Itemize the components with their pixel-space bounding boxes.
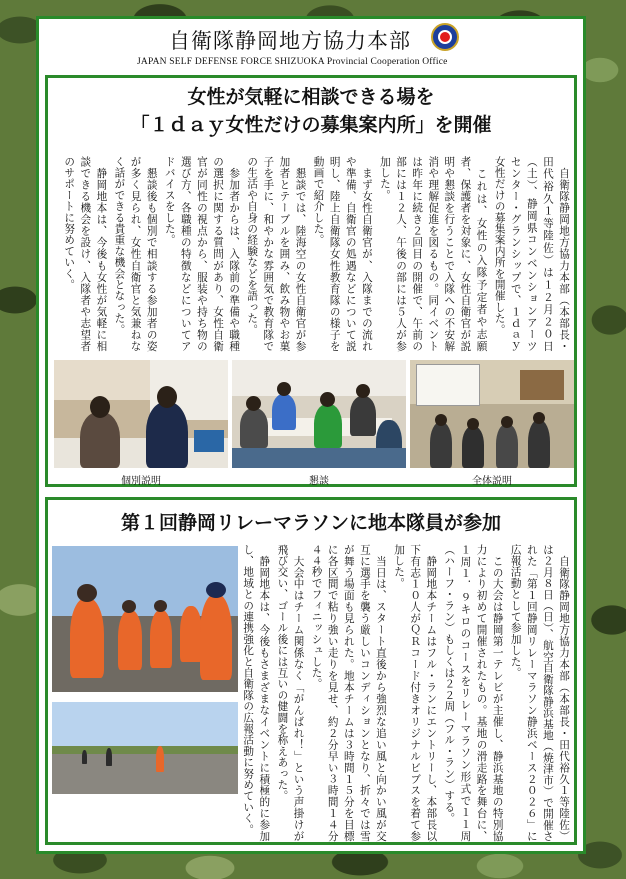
jsdf-emblem-icon [431, 23, 459, 51]
photo-discussion [232, 360, 406, 468]
caption-group-briefing: 全体説明 [472, 476, 512, 487]
photo-individual-briefing [54, 360, 228, 468]
photo-marathon-runners [52, 546, 238, 692]
article-relay-marathon [45, 497, 577, 845]
article2-headline: 第１回静岡リレーマラソンに地本隊員が参加 [120, 512, 501, 534]
article1-headline-line2: 「１ｄａｙ女性だけの募集案内所」を開催 [130, 114, 492, 136]
caption-individual-briefing: 個別説明 [121, 476, 161, 487]
article-women-recruitment [45, 75, 577, 487]
caption-discussion: 懇談 [309, 476, 329, 487]
article1-body: 自衛隊静岡地方協力本部（本部長・田代裕久１等陸佐）は１２月２０日（土）、静岡県コンベンションアーツセンター・グランシップで、１ｄａｙ女性だけの募集案内所を開催した。 これは、女性の入隊予定者や志願者、保護者を対象に、女性自衛官が説明や懇談を行うことで入隊への不安解消や理解促進を図るもの。同イベントは昨年に続き２回目の開催で、午前の部には１２人、午後の部には５人が参加した。 まず女性自衛官が、入隊までの流れや準備、自衛官の処遇などについて説明し、陸上自衛隊女性教育隊の様子を動画で紹介した。 懇談では、陸海空の女性自衛官が参加者とテーブルを囲み、飲み物やお菓子を手に、和やかな雰囲気で教育隊での生活や自身の経験などを語った。 参加者からは、入隊前の準備や職種の選択に関する質問があり、女性自衛官が同性の視点から、服装や持ち物の選び方、各職種の特徴などについてアドバイスをした。 懇談後も個別で相談する参加者の姿が多く見られ、女性自衛官と気兼ねなく話ができる貴重な機会となった。 静岡地本は、今後も女性が気軽に相談できる機会を設け、入隊者や志望者のサポートに努めていく。 [63, 156, 570, 352]
article2-body: 自衛隊静岡地方協力本部（本部長・田代裕久１等陸佐）は２月８日（日）、航空自衛隊静浜基地（焼津市）で開催された「第１回静岡リレーマラソン静浜ベース２０２６」に広報活動として参加した。 この大会は静岡第一テレビが主催し、静浜基地の特別協力により初めて開催されたもの。基地の滑走路を舞台に、１周１．９キロのコースをリレーマラソン形式で１１周（ハーフ・ラン）もしくは２２周（フル・ラン）する。 静岡地本チームはフル・ランにエントリーし、本部長以下有志１０人がＱＲコード付きオリジナルビブスを着て参加した。 当日は、スタート直後から強烈な追い風と向かい風が交互に選手を襲う厳しいコンディションとなり、折々では雪が舞う場面も見られた。地本チームは３時間１５分を目標に各区間で粘り強い走りを見せ、約２分早い３時間１４分４４秒でフィニッシュした。 大会中はチーム関係なく「がんばれ！」という声掛けが飛び交い、ゴール後には互いの健闘を称えあった。 静岡地本は、今後もさまざまなイベントに積極的に参加し、地域との連携強化と自衛隊の広報活動に努めていく。 [242, 544, 570, 842]
photo-runway-race [52, 702, 238, 794]
photo-group-briefing [410, 360, 574, 468]
masthead-title: 自衛隊静岡地方協力本部 [169, 29, 411, 53]
article1-headline-line1: 女性が気軽に相談できる場を [187, 86, 435, 108]
masthead [39, 19, 583, 75]
newsletter-page [36, 16, 586, 854]
masthead-subtitle: JAPAN SELF DEFENSE FORCE SHIZUOKA Provincial Cooperation Office [137, 57, 448, 67]
